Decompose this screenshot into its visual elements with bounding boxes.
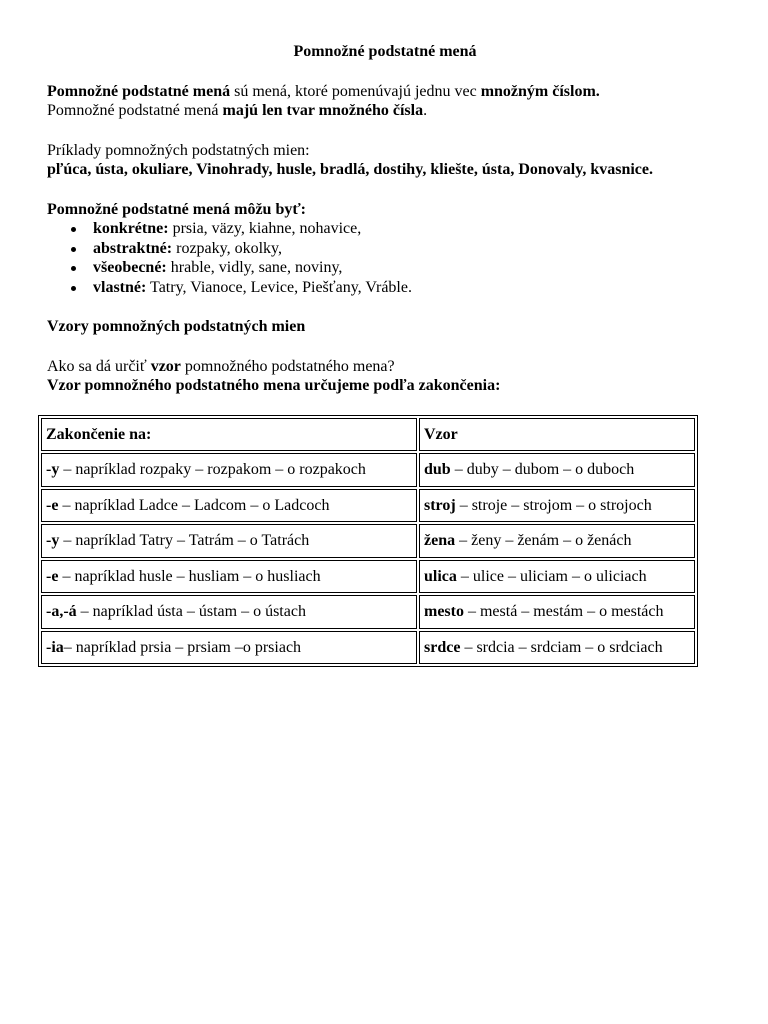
- definition-line-2: [47, 101, 727, 121]
- definition-line-1: [47, 82, 727, 102]
- table-header-row: [41, 418, 695, 452]
- table-row: [41, 524, 695, 558]
- header-ending: Zakončenie na:: [41, 418, 417, 452]
- table-row: [41, 489, 695, 523]
- table-row: [41, 453, 695, 487]
- cell-pattern: stroj – stroje – strojom – o strojoch: [419, 489, 695, 523]
- cell-ending: -a,-á – napríklad ústa – ústam – o ústach: [41, 595, 417, 629]
- cell-ending: -e – napríklad husle – husliam – o husliach: [41, 560, 417, 594]
- cell-ending: -y – napríklad Tatry – Tatrám – o Tatrách: [41, 524, 417, 558]
- cell-pattern: mesto – mestá – mestám – o mestách: [419, 595, 695, 629]
- question-line: Ako sa dá určiť vzor pomnožného podstatného mena?: [47, 357, 395, 375]
- cell-pattern: žena – ženy – ženám – o ženách: [419, 524, 695, 558]
- definition-period: .: [423, 102, 428, 119]
- definition-emphasis-2: majú len tvar množného čísla: [222, 102, 424, 119]
- cell-pattern: dub – duby – dubom – o duboch: [419, 453, 695, 487]
- types-heading: Pomnožné podstatné mená môžu byť:: [47, 200, 306, 218]
- definition-emphasis: množným číslom.: [480, 82, 600, 100]
- cell-pattern: srdce – srdcia – srdciam – o srdciach: [419, 631, 695, 665]
- cell-ending: -y – napríklad rozpaky – rozpakom – o rozpakoch: [41, 453, 417, 487]
- table-row: [41, 631, 695, 665]
- cell-ending: -ia– napríklad prsia – prsiam –o prsiach: [41, 631, 417, 665]
- list-item: všeobecné: hrable, vidly, sane, noviny,: [93, 258, 727, 278]
- definition-term: Pomnožné podstatné mená: [47, 82, 231, 100]
- table-row: [41, 595, 695, 629]
- types-list: [47, 219, 727, 297]
- answer-line: Vzor pomnožného podstatného mena určujeme podľa zakončenia:: [47, 377, 501, 394]
- table-row: [41, 560, 695, 594]
- header-pattern: Vzor: [419, 418, 695, 452]
- list-item: konkrétne: prsia, väzy, kiahne, nohavice,: [93, 219, 727, 239]
- examples-list: pľúca, ústa, okuliare, Vinohrady, husle, bradlá, dostihy, kliešte, ústa, Donovaly, kvasnice.: [47, 161, 653, 178]
- cell-ending: -e – napríklad Ladce – Ladcom – o Ladcoch: [41, 489, 417, 523]
- patterns-table: [38, 415, 698, 668]
- examples-intro: Príklady pomnožných podstatných mien:: [47, 141, 310, 159]
- list-item: vlastné: Tatry, Vianoce, Levice, Piešťany, Vráble.: [93, 278, 727, 298]
- patterns-heading: Vzory pomnožných podstatných mien: [47, 318, 306, 335]
- cell-pattern: ulica – ulice – uliciam – o uliciach: [419, 560, 695, 594]
- definition-text: sú mená, ktoré pomenúvajú jednu vec: [230, 82, 481, 100]
- document-title: Pomnožné podstatné mená: [293, 43, 477, 60]
- list-item: abstraktné: rozpaky, okolky,: [93, 239, 727, 259]
- definition-text-2: Pomnožné podstatné mená: [47, 102, 223, 119]
